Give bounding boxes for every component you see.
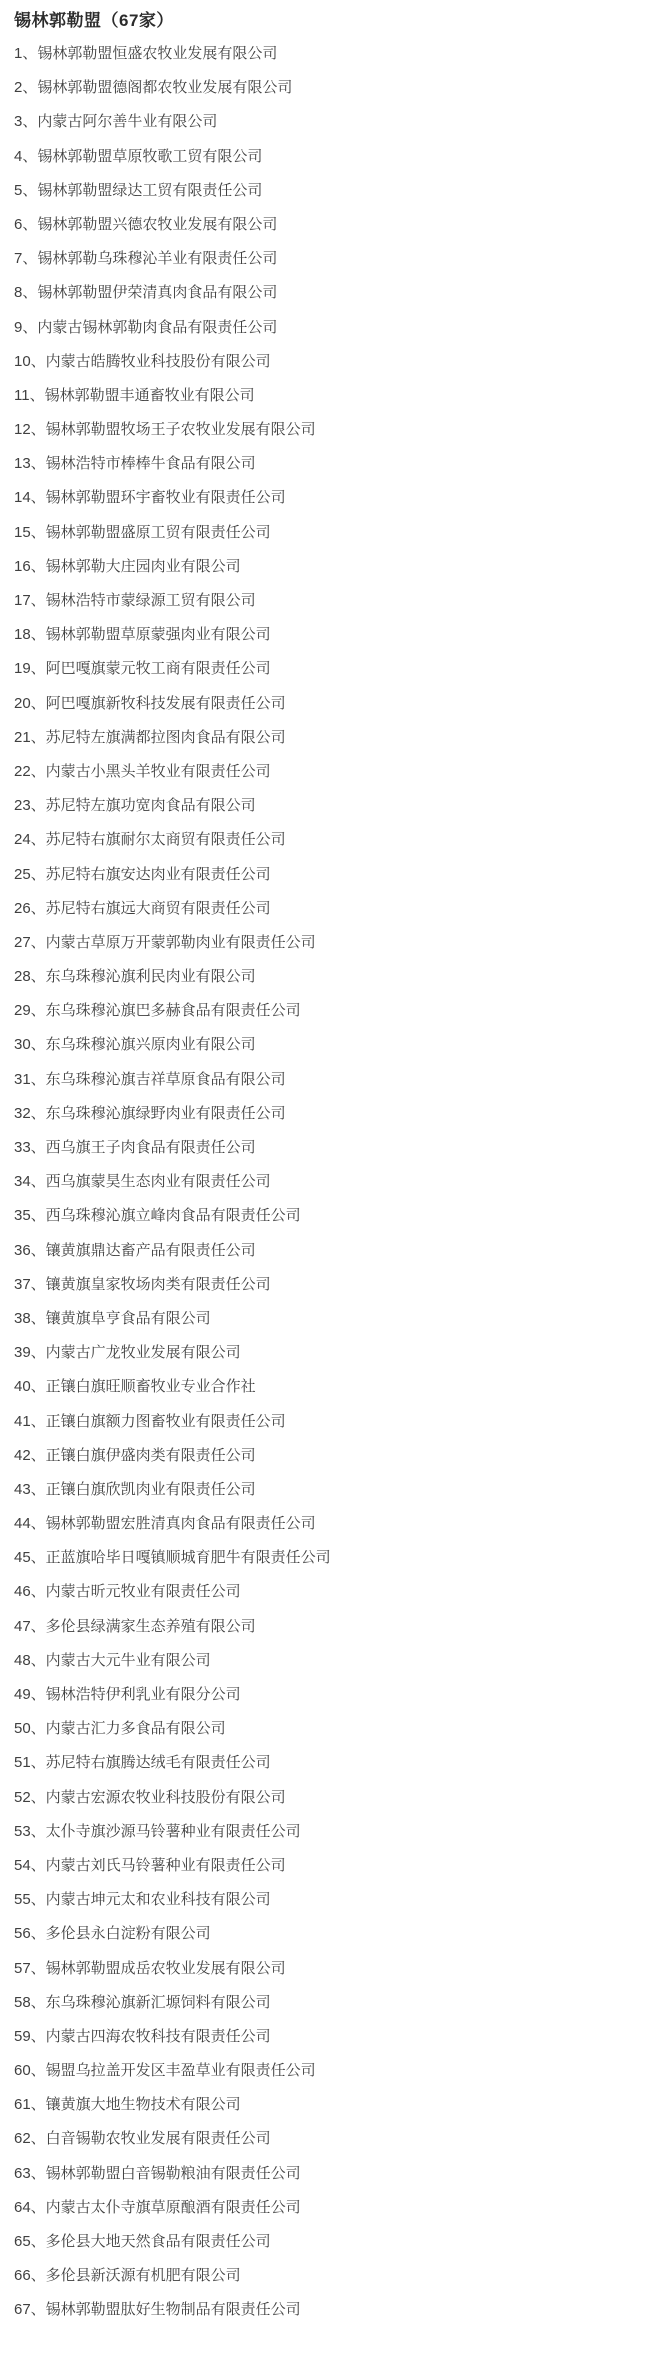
list-item-text: 11、锡林郭勒盟丰通畜牧业有限公司 (14, 386, 255, 404)
list-item-text: 28、东乌珠穆沁旗利民肉业有限公司 (14, 968, 256, 986)
list-item-text: 60、锡盟乌拉盖开发区丰盈草业有限责任公司 (14, 2062, 316, 2080)
list-item (14, 1575, 654, 1609)
list-item (14, 789, 654, 823)
list-item (14, 858, 654, 892)
list-item-text: 40、正镶白旗旺顺畜牧业专业合作社 (14, 1378, 256, 1396)
list-item (14, 1541, 654, 1575)
list-item (14, 1405, 654, 1439)
list-item (14, 516, 654, 550)
list-item (14, 379, 654, 413)
list-item (14, 1917, 654, 1951)
list-item-text: 66、多伦县新沃源有机肥有限公司 (14, 2267, 241, 2285)
list-item-text: 14、锡林郭勒盟环宇畜牧业有限责任公司 (14, 489, 286, 507)
list-item (14, 1746, 654, 1780)
list-item (14, 1610, 654, 1644)
list-item-text: 51、苏尼特右旗腾达绒毛有限责任公司 (14, 1754, 271, 1772)
list-item-text: 35、西乌珠穆沁旗立峰肉食品有限责任公司 (14, 1207, 301, 1225)
list-item-text: 58、东乌珠穆沁旗新汇塬饲料有限公司 (14, 1993, 271, 2011)
list-item-text: 47、多伦县绿满家生态养殖有限公司 (14, 1617, 256, 1635)
list-item (14, 1678, 654, 1712)
list-item (14, 1165, 654, 1199)
list-item-text: 22、内蒙古小黑头羊牧业有限责任公司 (14, 762, 271, 780)
list-item-text: 13、锡林浩特市棒棒牛食品有限公司 (14, 455, 256, 473)
list-item (14, 618, 654, 652)
list-item-text: 23、苏尼特左旗功宽肉食品有限公司 (14, 797, 256, 815)
list-item-text: 1、锡林郭勒盟恒盛农牧业发展有限公司 (14, 45, 278, 62)
list-item (14, 1370, 654, 1404)
list-item-text: 15、锡林郭勒盟盛原工贸有限责任公司 (14, 523, 271, 541)
list-item (14, 1473, 654, 1507)
list-item (14, 447, 654, 481)
list-item (14, 1781, 654, 1815)
list-item-text: 21、苏尼特左旗满都拉图肉食品有限公司 (14, 728, 286, 746)
list-item (14, 2191, 654, 2225)
list-item-text: 37、镶黄旗皇家牧场肉类有限责任公司 (14, 1275, 271, 1293)
list-item-text: 61、镶黄旗大地生物技术有限公司 (14, 2096, 241, 2114)
list-item-text: 27、内蒙古草原万开蒙郭勒肉业有限责任公司 (14, 933, 316, 951)
company-list (14, 37, 654, 2328)
list-item-text: 63、锡林郭勒盟白音锡勒粮油有限责任公司 (14, 2164, 301, 2182)
list-item-text: 48、内蒙古大元牛业有限公司 (14, 1651, 211, 1669)
list-item-text: 34、西乌旗蒙昊生态肉业有限责任公司 (14, 1173, 271, 1191)
list-item (14, 823, 654, 857)
list-item-text: 6、锡林郭勒盟兴德农牧业发展有限公司 (14, 215, 278, 233)
list-item (14, 1439, 654, 1473)
list-item-text: 19、阿巴嘎旗蒙元牧工商有限责任公司 (14, 660, 271, 678)
list-item (14, 2088, 654, 2122)
list-item-text: 57、锡林郭勒盟成岳农牧业发展有限公司 (14, 1959, 286, 1977)
list-item-text: 4、锡林郭勒盟草原牧歌工贸有限公司 (14, 147, 263, 165)
list-item (14, 2293, 654, 2327)
list-item-text: 31、东乌珠穆沁旗吉祥草原食品有限公司 (14, 1070, 286, 1088)
list-item (14, 1849, 654, 1883)
list-item (14, 550, 654, 584)
list-item (14, 311, 654, 345)
list-item-text: 44、锡林郭勒盟宏胜清真肉食品有限责任公司 (14, 1515, 316, 1533)
list-item-text: 18、锡林郭勒盟草原蒙强肉业有限公司 (14, 626, 271, 644)
list-item-text: 38、镶黄旗阜亨食品有限公司 (14, 1309, 211, 1327)
list-item-text: 10、内蒙古皓腾牧业科技股份有限公司 (14, 352, 271, 370)
list-item-text: 3、内蒙古阿尔善牛业有限公司 (14, 113, 218, 131)
list-item-text: 8、锡林郭勒盟伊荣清真肉食品有限公司 (14, 284, 278, 302)
list-item (14, 1952, 654, 1986)
list-item-text: 67、锡林郭勒盟肽好生物制品有限责任公司 (14, 2301, 301, 2319)
list-item (14, 2054, 654, 2088)
list-item-text: 25、苏尼特右旗安达肉业有限责任公司 (14, 865, 271, 883)
list-item (14, 2020, 654, 2054)
list-item-text: 64、内蒙古太仆寺旗草原酿酒有限责任公司 (14, 2198, 301, 2216)
list-item-text: 49、锡林浩特伊利乳业有限分公司 (14, 1686, 241, 1703)
list-item (14, 276, 654, 310)
list-item-text: 45、正蓝旗哈毕日嘎镇顺城育肥牛有限责任公司 (14, 1549, 331, 1567)
list-item-text: 7、锡林郭勒乌珠穆沁羊业有限责任公司 (14, 250, 278, 268)
list-item-text: 65、多伦县大地天然食品有限责任公司 (14, 2233, 271, 2250)
list-item (14, 1815, 654, 1849)
list-item (14, 1644, 654, 1678)
list-item (14, 960, 654, 994)
list-item (14, 71, 654, 105)
list-item (14, 1336, 654, 1370)
list-item (14, 208, 654, 242)
list-item (14, 140, 654, 174)
list-item (14, 413, 654, 447)
list-item-text: 36、镶黄旗鼎达畜产品有限责任公司 (14, 1241, 256, 1259)
list-item (14, 1986, 654, 2020)
list-item (14, 755, 654, 789)
list-item-text: 62、白音锡勒农牧业发展有限责任公司 (14, 2130, 271, 2148)
list-item (14, 1063, 654, 1097)
list-item-text: 41、正镶白旗额力图畜牧业有限责任公司 (14, 1412, 286, 1430)
list-item-text: 55、内蒙古坤元太和农业科技有限公司 (14, 1891, 271, 1909)
list-item-text: 12、锡林郭勒盟牧场王子农牧业发展有限公司 (14, 421, 316, 439)
list-item-text: 30、东乌珠穆沁旗兴原肉业有限公司 (14, 1036, 256, 1054)
list-item (14, 1234, 654, 1268)
list-item (14, 1028, 654, 1062)
list-item-text: 52、内蒙古宏源农牧业科技股份有限公司 (14, 1788, 286, 1806)
list-item (14, 1507, 654, 1541)
list-item (14, 242, 654, 276)
list-item-text: 29、东乌珠穆沁旗巴多赫食品有限责任公司 (14, 1002, 301, 1020)
list-item (14, 2122, 654, 2156)
list-item (14, 892, 654, 926)
page-title: 锡林郭勒盟（67家） (14, 11, 174, 30)
list-item (14, 481, 654, 515)
list-item-text: 2、锡林郭勒盟德阁都农牧业发展有限公司 (14, 79, 293, 97)
list-item-text: 24、苏尼特右旗耐尔太商贸有限责任公司 (14, 831, 286, 849)
list-item-text: 54、内蒙古刘氏马铃薯种业有限责任公司 (14, 1856, 286, 1874)
list-item (14, 37, 654, 71)
list-item (14, 1268, 654, 1302)
list-item (14, 1097, 654, 1131)
list-item-text: 42、正镶白旗伊盛肉类有限责任公司 (14, 1446, 256, 1464)
list-item-text: 26、苏尼特右旗远大商贸有限责任公司 (14, 899, 271, 917)
list-item (14, 652, 654, 686)
list-item-text: 43、正镶白旗欣凯肉业有限责任公司 (14, 1480, 256, 1498)
list-item-text: 32、东乌珠穆沁旗绿野肉业有限责任公司 (14, 1104, 286, 1122)
list-item-text: 33、西乌旗王子肉食品有限责任公司 (14, 1139, 256, 1156)
list-item (14, 1883, 654, 1917)
list-item (14, 721, 654, 755)
list-item-text: 5、锡林郭勒盟绿达工贸有限责任公司 (14, 181, 263, 199)
list-item-text: 17、锡林浩特市蒙绿源工贸有限公司 (14, 592, 256, 609)
list-item (14, 105, 654, 139)
list-item-text: 56、多伦县永白淀粉有限公司 (14, 1925, 211, 1943)
list-item (14, 926, 654, 960)
list-item (14, 2157, 654, 2191)
list-item-text: 59、内蒙古四海农牧科技有限责任公司 (14, 2027, 271, 2045)
list-item-text: 9、内蒙古锡林郭勒肉食品有限责任公司 (14, 318, 278, 336)
list-item-text: 16、锡林郭勒大庄园肉业有限公司 (14, 557, 241, 575)
list-item (14, 1199, 654, 1233)
list-item (14, 345, 654, 379)
list-item-text: 53、太仆寺旗沙源马铃薯种业有限责任公司 (14, 1822, 301, 1840)
list-item (14, 687, 654, 721)
list-item (14, 1302, 654, 1336)
list-item (14, 1712, 654, 1746)
list-item-text: 46、内蒙古昕元牧业有限责任公司 (14, 1583, 241, 1601)
list-item-text: 39、内蒙古广龙牧业发展有限公司 (14, 1344, 241, 1362)
list-item (14, 2225, 654, 2259)
list-item (14, 174, 654, 208)
list-item (14, 584, 654, 618)
list-item (14, 2259, 654, 2293)
list-item (14, 1131, 654, 1165)
list-item-text: 20、阿巴嘎旗新牧科技发展有限责任公司 (14, 694, 286, 712)
list-item-text: 50、内蒙古汇力多食品有限公司 (14, 1720, 226, 1738)
list-item (14, 994, 654, 1028)
